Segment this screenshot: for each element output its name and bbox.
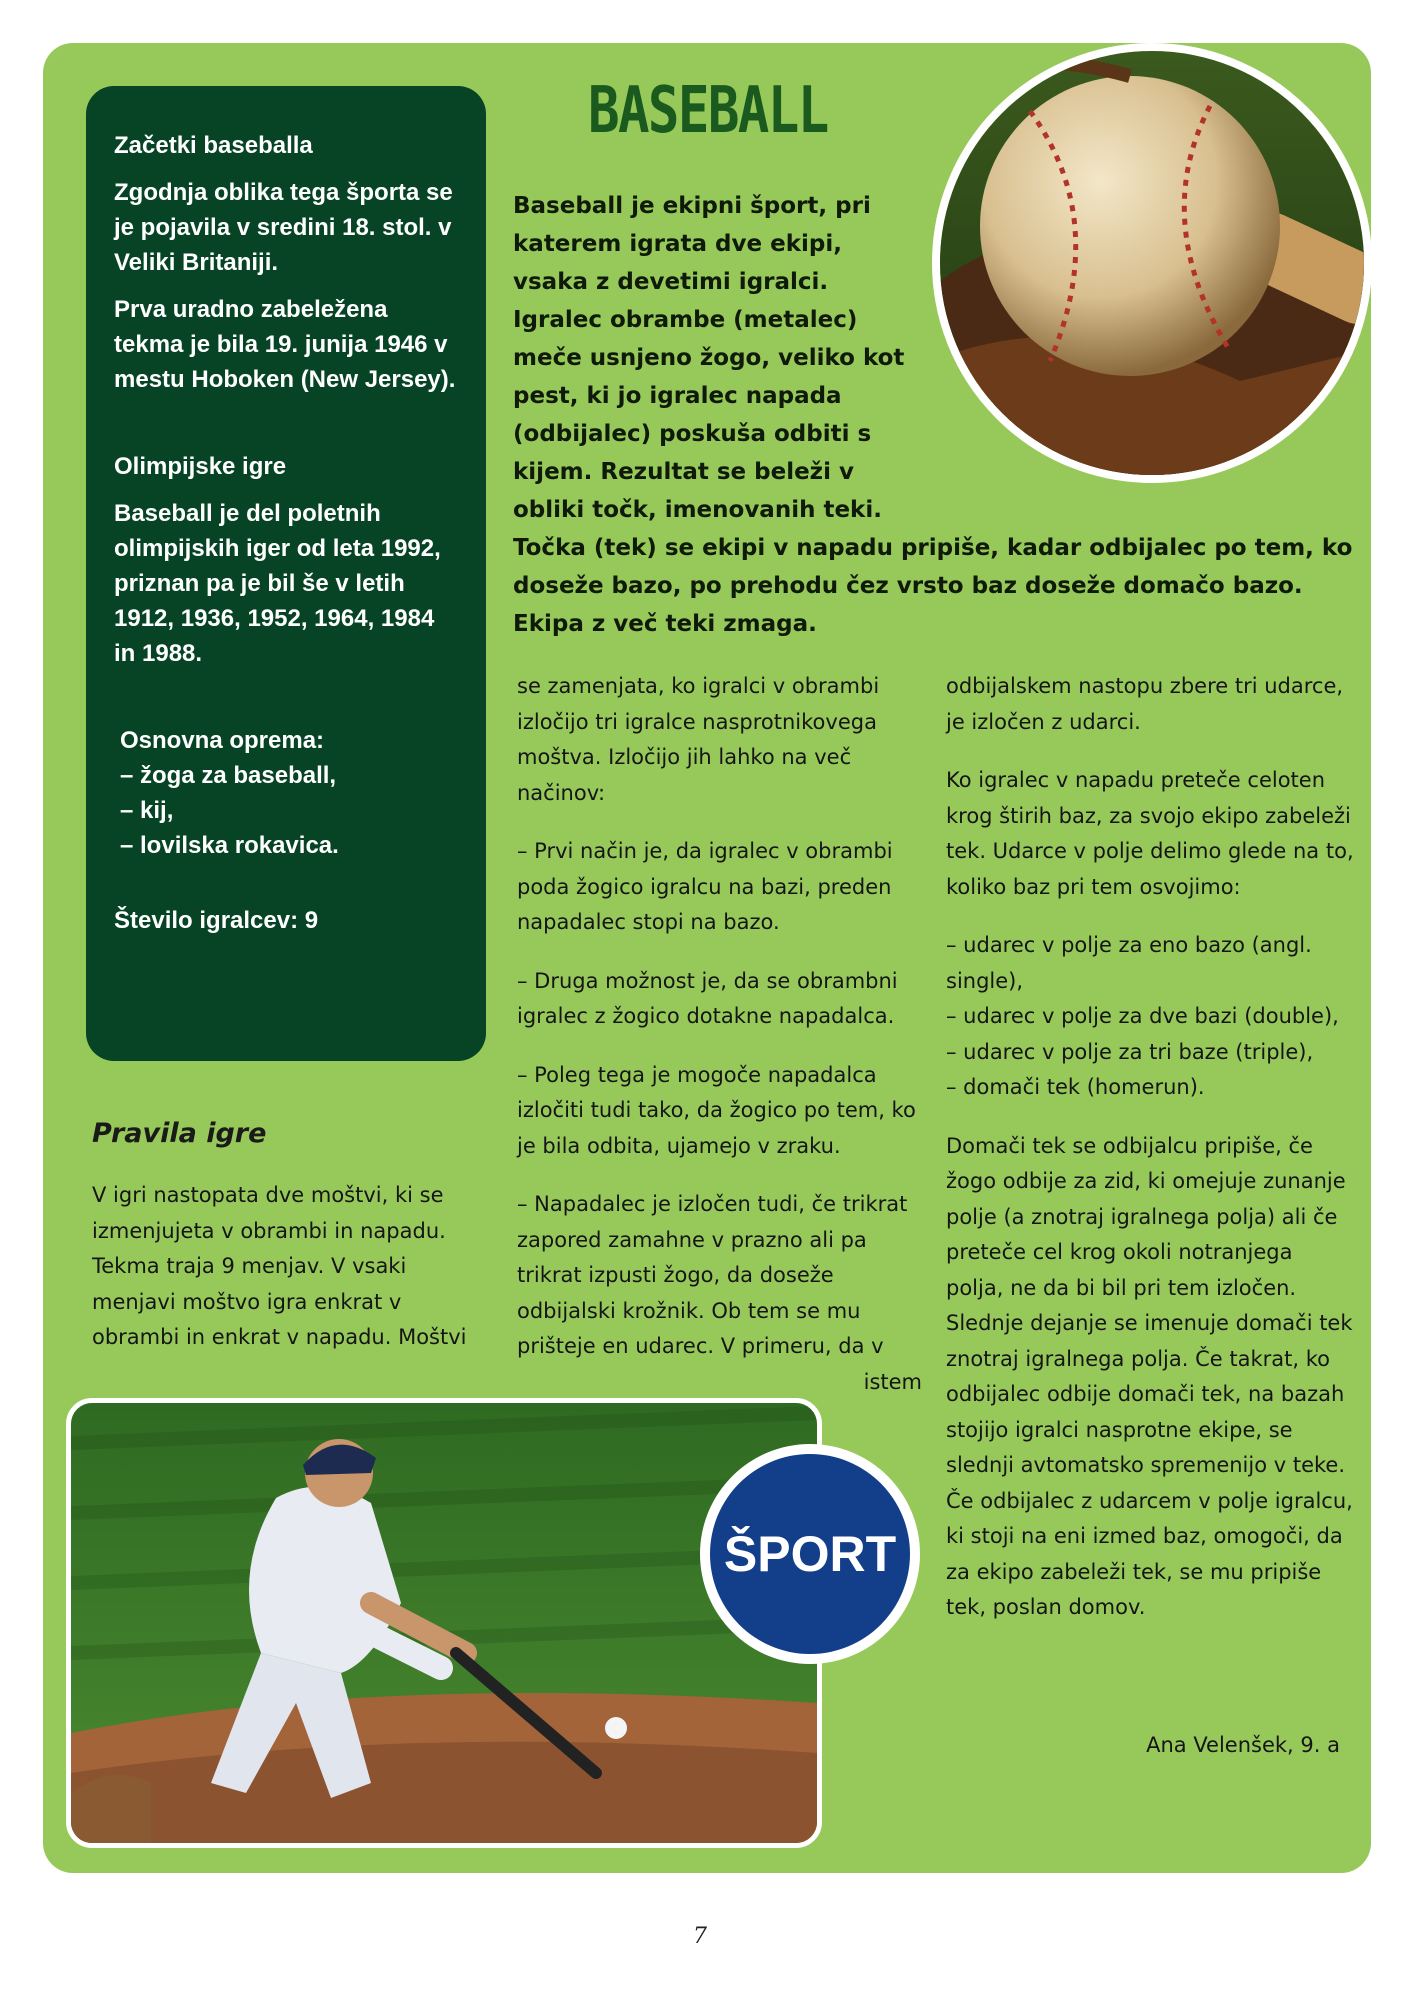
intro-line: meče usnjeno žogo, veliko kot xyxy=(513,345,905,371)
equipment-heading: Osnovna oprema: xyxy=(120,727,325,754)
intro-line: Igralec obrambe (metalec) xyxy=(513,307,858,333)
column-paragraph: se zamenjata, ko igralci v obrambi izločijo tri igralce nasprotnikovega moštva. Izločijo jih lahko na več načinov: xyxy=(517,674,880,805)
intro-line: doseže bazo, po prehodu čez vrsto baz doseže domačo bazo. xyxy=(513,573,1303,599)
intro-line: pest, ki jo igralec napada xyxy=(513,383,842,409)
article-title: BASEBALL xyxy=(588,74,828,148)
batter-illustration xyxy=(71,1403,817,1843)
equipment-item: – kij, xyxy=(120,797,174,824)
intro-line: obliki točk, imenovanih teki. xyxy=(513,497,882,523)
baseball-glove-illustration xyxy=(940,51,1364,475)
rules-heading: Pravila igre xyxy=(92,1118,267,1149)
column-paragraph: – Poleg tega je mogoče napadalca izločiti tudi tako, da žogico po tem, ko je bila odbita, ujamejo v zraku. xyxy=(517,1062,916,1158)
olympics-heading: Olimpijske igre xyxy=(114,453,287,480)
info-sidebar xyxy=(86,86,486,1061)
column-paragraph-end: istem xyxy=(863,1369,922,1394)
hits-list xyxy=(946,928,1356,1106)
author-credit: Ana Velenšek, 9. a xyxy=(1146,1733,1340,1757)
column-paragraph: – Napadalec je izločen tudi, če trikrat zapored zamahne v prazno ali pa trikrat izpusti žogo, da doseže odbijalski krožnik. Ob tem se mu prišteje en udarec. V primeru, da v xyxy=(517,1192,908,1358)
column-paragraph: – Druga možnost je, da se obrambni igralec z žogico dotakne napadalca. xyxy=(517,968,898,1028)
intro-line: kijem. Rezultat se beleži v xyxy=(513,459,854,485)
hit-item: – udarec v polje za tri baze (triple), xyxy=(946,1039,1314,1064)
equipment-item: – lovilska rokavica. xyxy=(120,832,339,859)
baseball-glove-photo xyxy=(932,43,1372,483)
text-column-middle xyxy=(517,669,922,1423)
olympics-paragraph: Baseball je del poletnih olimpijskih iger od leta 1992, priznan pa je bil še v letih 1912, 1936, 1952, 1964, 1984 in 1988. xyxy=(114,500,441,667)
rules-text: V igri nastopata dve moštvi, ki se izmenjujeta v obrambi in napadu. Tekma traja 9 menjav. V vsaki menjavi moštvo igra enkrat v obrambi in enkrat v napadu. Moštvi xyxy=(92,1183,467,1349)
column-paragraph: odbijalskem nastopu zbere tri udarce, je izločen z udarci. xyxy=(946,674,1344,734)
intro-line: Baseball je ekipni šport, pri xyxy=(513,193,871,219)
hit-item: – udarec v polje za eno bazo (angl. single), xyxy=(946,933,1312,993)
hit-item: – udarec v polje za dve bazi (double), xyxy=(946,1004,1339,1028)
column-paragraph: Domači tek se odbijalcu pripiše, če žogo odbije za zid, ki omejuje zunanje polje (a znotraj igralnega polja) ali če preteče cel krog okoli notranjega polja, ne da bi bil pri tem izločen. Slednje dejanje se imenuje domači tek znotraj igralnega polja. Če takrat, ko odbijalec odbije domači tek, na bazah stojijo igralci nasprotne ekipe, se slednji avtomatsko spremenijo v teke. Če odbijalec z udarcem v polje igralcu, ki stoji na eni izmed baz, omogoči, da za ekipo zabeleži tek, se mu pripiše tek, poslan domov. xyxy=(946,1133,1353,1619)
text-column-right xyxy=(946,669,1356,1649)
intro-line: Točka (tek) se ekipi v napadu pripiše, kadar odbijalec po tem, ko xyxy=(513,535,1353,561)
column-paragraph: – Prvi način je, da igralec v obrambi poda žogico igralcu na bazi, preden napadalec stopi na bazo. xyxy=(517,839,893,934)
hit-item: – domači tek (homerun). xyxy=(946,1075,1205,1099)
origins-paragraph-2: Prva uradno zabeležena tekma je bila 19. junija 1946 v mestu Hoboken (New Jersey). xyxy=(114,296,456,393)
intro-line: Ekipa z več teki zmaga. xyxy=(513,611,817,637)
origins-paragraph-1: Zgodnja oblika tega športa se je pojavila v sredini 18. stol. v Veliki Britaniji. xyxy=(114,179,453,276)
batter-photo xyxy=(66,1398,822,1848)
intro-line: katerem igrata dve ekipi, xyxy=(513,231,842,257)
equipment-block xyxy=(114,723,458,863)
player-count: Število igralcev: 9 xyxy=(114,907,319,934)
equipment-item: – žoga za baseball, xyxy=(120,762,337,789)
intro-line: vsaka z devetimi igralci. xyxy=(513,269,829,295)
intro-line: (odbijalec) poskuša odbiti s xyxy=(513,421,872,447)
column-paragraph: Ko igralec v napadu preteče celoten krog štirih baz, za svojo ekipo zabeleži tek. Udarce v polje delimo glede na to, koliko baz pri tem osvojimo: xyxy=(946,768,1354,899)
origins-heading: Začetki baseballa xyxy=(114,132,313,159)
sport-badge-label: ŠPORT xyxy=(710,1454,910,1654)
page-number: 7 xyxy=(693,1924,707,1949)
sport-badge xyxy=(700,1444,920,1664)
